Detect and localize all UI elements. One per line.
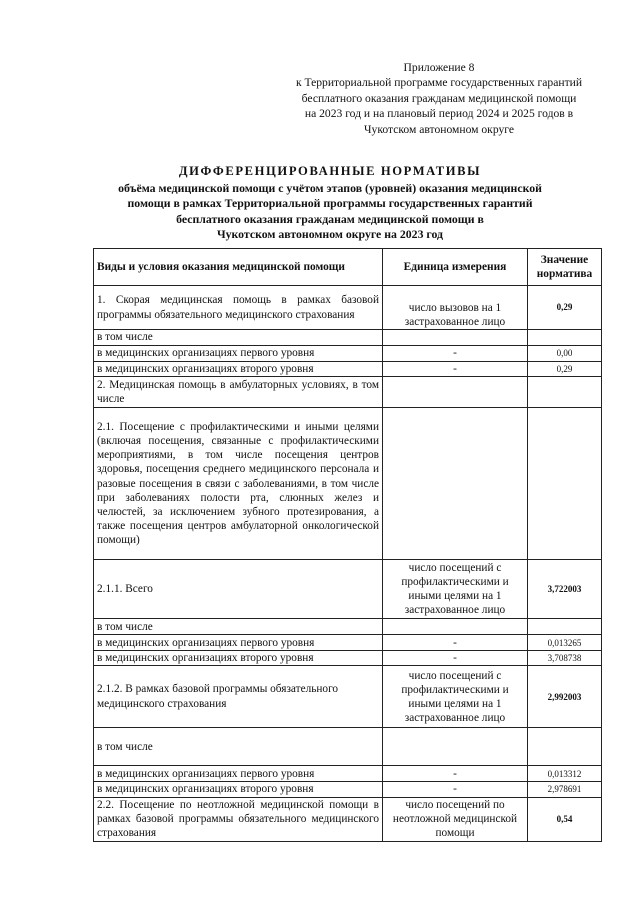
row-value	[528, 330, 602, 346]
row-value	[528, 619, 602, 635]
table-row	[94, 346, 602, 362]
row-value: 3,722003	[528, 560, 602, 619]
row-unit	[383, 619, 528, 635]
row-unit: -	[383, 362, 528, 377]
row-name: в медицинских организациях первого уровня	[94, 346, 383, 362]
table-row	[94, 330, 602, 346]
table-header-row	[94, 249, 602, 286]
annex-line: Приложение 8	[403, 61, 475, 74]
annex-line: бесплатного оказания гражданам медицинской помощи	[301, 91, 577, 105]
table-row	[94, 797, 602, 841]
row-name: в медицинских организациях второго уровня	[94, 651, 383, 666]
row-name: в медицинских организациях первого уровня	[94, 635, 383, 651]
table-row	[94, 766, 602, 782]
row-value: 2,992003	[528, 666, 602, 728]
row-value: 0,29	[528, 286, 602, 330]
row-name: 2.2. Посещение по неотложной медицинской помощи в рамках базовой программы обязательного медицинского страхования	[94, 797, 383, 841]
row-unit	[383, 330, 528, 346]
annex-line: Чукотском автономном округе	[363, 122, 515, 136]
table-row	[94, 408, 602, 560]
table-row	[94, 560, 602, 619]
row-unit: число посещений с профилактическими и иными целями на 1 застрахованное лицо	[383, 560, 528, 619]
row-unit	[383, 728, 528, 766]
row-name: 2.1. Посещение с профилактическими и иными целями (включая посещения, связанные с профилактическими мероприятиями, в том числе посещения центров здоровья, посещения среднего медицинского персонала и разовые посещения в связи с заболеваниями, в том числе при заболеваниях полости рта, слюнных желез и челюстей, за исключением зубного протезирования, а также посещения центров амбулаторной онкологической помощи)	[94, 408, 383, 560]
row-name: в медицинских организациях второго уровня	[94, 782, 383, 797]
row-unit: число вызовов на 1 застрахованное лицо	[383, 286, 528, 330]
row-unit: -	[383, 651, 528, 666]
row-unit	[383, 377, 528, 408]
row-name: в медицинских организациях первого уровня	[94, 766, 383, 782]
row-value	[528, 377, 602, 408]
row-value: 0,54	[528, 797, 602, 841]
table-row	[94, 362, 602, 377]
document-title	[95, 163, 565, 243]
row-value: 3,708738	[528, 651, 602, 666]
row-name: 2.1.2. В рамках базовой программы обязательного медицинского страхования	[94, 666, 383, 728]
annex-line: к Территориальной программе государственных гарантий	[295, 76, 583, 90]
row-name: 1. Скорая медицинская помощь в рамках базовой программы обязательного медицинского страхования	[94, 286, 383, 330]
header-kind: Виды и условия оказания медицинской помощи	[94, 249, 383, 286]
row-unit: число посещений по неотложной медицинской помощи	[383, 797, 528, 841]
table-row	[94, 286, 602, 330]
title-heading: ДИФФЕРЕНЦИРОВАННЫЕ НОРМАТИВЫ	[178, 164, 482, 178]
row-name: 2.1.1. Всего	[94, 560, 383, 619]
annex-line: на 2023 год и на плановый период 2024 и 2025 годов в	[304, 107, 574, 121]
row-name: в медицинских организациях второго уровня	[94, 362, 383, 377]
row-value: 0,013312	[528, 766, 602, 782]
norms-table	[93, 248, 602, 842]
row-value: 0,29	[528, 362, 602, 377]
annex-heading	[270, 60, 608, 137]
header-value: Значение норматива	[528, 249, 602, 286]
row-unit: -	[383, 635, 528, 651]
row-unit	[383, 408, 528, 560]
table-row	[94, 619, 602, 635]
row-name: в том числе	[94, 619, 383, 635]
title-line: бесплатного оказания гражданам медицинской помощи в	[176, 211, 484, 226]
table-row	[94, 728, 602, 766]
table-row	[94, 782, 602, 797]
title-line: объёма медицинской помощи с учётом этапов (уровней) оказания медицинской	[118, 181, 542, 195]
row-value	[528, 408, 602, 560]
title-subtitle	[95, 181, 565, 243]
row-name: в том числе	[94, 330, 383, 346]
header-unit: Единица измерения	[383, 249, 528, 286]
title-line: Чукотском автономном округе на 2023 год	[216, 227, 444, 242]
row-name: в том числе	[94, 728, 383, 766]
table-row	[94, 651, 602, 666]
row-unit: -	[383, 766, 528, 782]
row-value: 0,00	[528, 346, 602, 362]
row-name: 2. Медицинская помощь в амбулаторных условиях, в том числе	[94, 377, 383, 408]
table-row	[94, 666, 602, 728]
table-row	[94, 377, 602, 408]
row-unit: число посещений с профилактическими и иными целями на 1 застрахованное лицо	[383, 666, 528, 728]
title-line: помощи в рамках Территориальной программы государственных гарантий	[127, 196, 533, 211]
row-unit: -	[383, 346, 528, 362]
row-value	[528, 728, 602, 766]
table-row	[94, 635, 602, 651]
row-value: 0,013265	[528, 635, 602, 651]
row-unit: -	[383, 782, 528, 797]
row-value: 2,978691	[528, 782, 602, 797]
